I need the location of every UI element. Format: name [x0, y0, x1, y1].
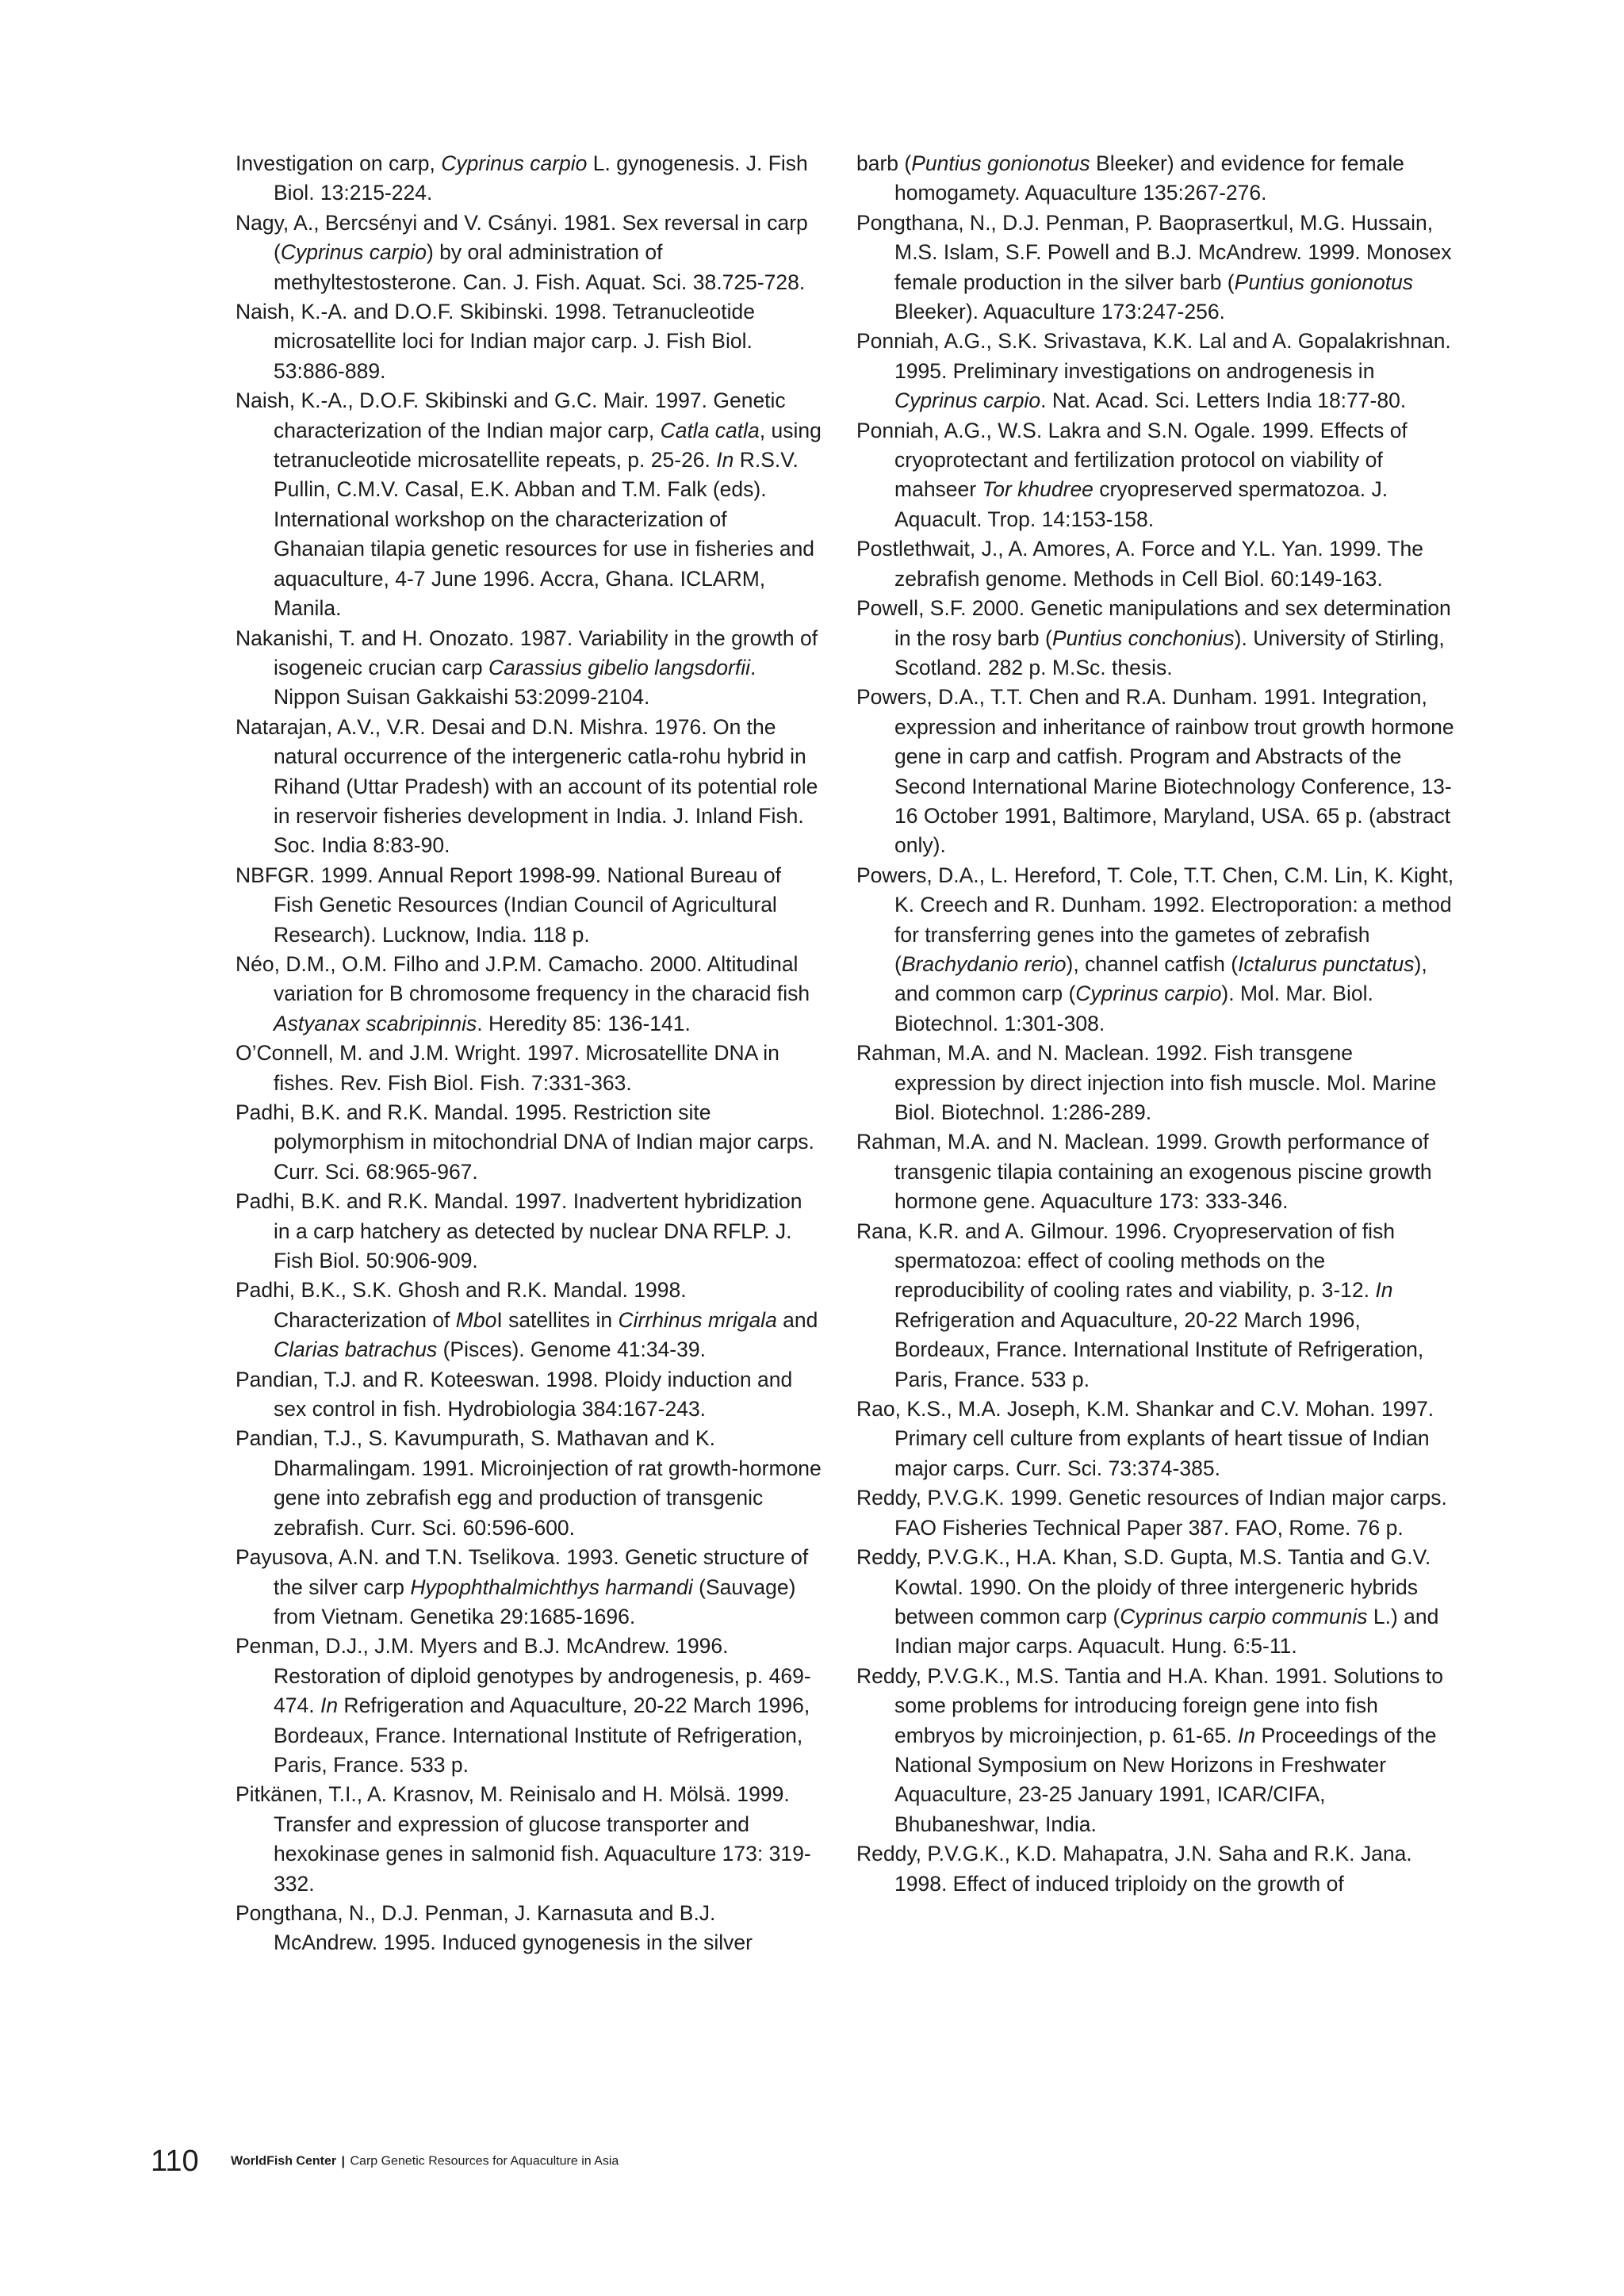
references-right-column — [856, 149, 1459, 1899]
reference-italic-text: Puntius gonionotus — [1234, 270, 1414, 294]
reference-text: Naish, K.-A., D.O.F. Skibinski and G.C. Mair. 1997. Genetic characterization of the Indian major carp, — [236, 388, 786, 442]
reference-text: Natarajan, A.V., V.R. Desai and D.N. Mishra. 1976. On the natural occurrence of the intergeneric catla-rohu hybrid in Rihand (Uttar Pradesh) with an account of its potential role in reservoir fisheries development in India. J. Inland Fish. Soc. India 8:83-90. — [236, 714, 818, 858]
reference-italic-text: Mbo — [455, 1307, 497, 1332]
reference-entry — [856, 416, 1459, 535]
reference-entry — [856, 1127, 1459, 1216]
publication-title: Carp Genetic Resources for Aquaculture in Asia — [350, 2154, 619, 2168]
reference-entry — [236, 1365, 822, 1425]
reference-entry — [856, 1217, 1459, 1395]
reference-text: Payusova, A.N. and T.N. Tselikova. 1993. Genetic structure of the silver carp — [236, 1545, 809, 1599]
reference-entry — [856, 1543, 1459, 1662]
reference-text: Padhi, B.K. and R.K. Mandal. 1995. Restriction site polymorphism in mitochondrial DNA of Indian major carps. Curr. Sci. 68:965-967. — [236, 1100, 814, 1184]
reference-italic-text: In — [1238, 1723, 1256, 1747]
reference-italic-text: In — [716, 448, 734, 473]
reference-entry — [236, 950, 822, 1039]
reference-text: Nagy, A., Bercsényi and V. Csányi. 1981. Sex reversal in carp ( — [236, 210, 808, 265]
reference-text: ) by oral administration of methyltestosterone. Can. J. Fish. Aquat. Sci. 38.725-728. — [274, 240, 806, 294]
reference-entry — [236, 1780, 822, 1899]
reference-text: Naish, K.-A. and D.O.F. Skibinski. 1998. Tetranucleotide microsatellite loci for Indian major carp. J. Fish Biol. 53:886-889. — [236, 300, 755, 383]
reference-text: Padhi, B.K., S.K. Ghosh and R.K. Mandal. 1998. Characterization of — [236, 1278, 687, 1332]
footer-separator: | — [341, 2154, 346, 2168]
reference-italic-text: Tor khudree — [982, 477, 1094, 502]
reference-entry — [856, 594, 1459, 683]
reference-text: Penman, D.J., J.M. Myers and B.J. McAndrew. 1996. Restoration of diploid genotypes by androgenesis, p. 469-474. — [236, 1634, 811, 1718]
reference-entry — [236, 386, 822, 623]
reference-italic-text: Puntius conchonius — [1051, 626, 1235, 650]
reference-text: Reddy, P.V.G.K., K.D. Mahapatra, J.N. Saha and R.K. Jana. 1998. Effect of induced triploidy on the growth of — [856, 1842, 1412, 1896]
reference-entry — [236, 1039, 822, 1098]
reference-italic-text: Cyprinus carpio communis — [1120, 1604, 1368, 1628]
reference-text: Pongthana, N., D.J. Penman, J. Karnasuta and B.J. McAndrew. 1995. Induced gynogenesis in the silver — [236, 1900, 753, 1955]
reference-entry — [856, 861, 1459, 1039]
reference-text: Proceedings of the National Symposium on New Horizons in Freshwater Aquaculture, 23-25 January 1991, ICAR/CIFA, Bhubaneshwar, India. — [894, 1723, 1437, 1836]
reference-italic-text: In — [1375, 1278, 1393, 1303]
reference-italic-text: Catla catla — [660, 418, 760, 442]
reference-entry — [856, 1395, 1459, 1483]
reference-entry — [236, 1187, 822, 1276]
reference-entry — [856, 534, 1459, 594]
reference-text: Powell, S.F. 2000. Genetic manipulations and sex determination in the rosy barb ( — [856, 596, 1451, 650]
reference-entry — [236, 1276, 822, 1364]
reference-italic-text: Astyanax scabripinnis — [274, 1011, 477, 1035]
reference-text: ), and common carp ( — [894, 951, 1427, 1006]
reference-text: Pandian, T.J. and R. Koteeswan. 1998. Ploidy induction and sex control in fish. Hydrobiologia 384:167-243. — [236, 1367, 793, 1422]
reference-text: and — [776, 1307, 818, 1332]
reference-entry — [236, 149, 822, 209]
reference-text: Rahman, M.A. and N. Maclean. 1992. Fish transgene expression by direct injection into fish muscle. Mol. Marine Biol. Biotechnol. 1:286-289. — [856, 1041, 1437, 1124]
reference-italic-text: Cyprinus carpio — [894, 388, 1041, 413]
reference-italic-text: Hypophthalmichthys harmandi — [410, 1575, 693, 1599]
reference-text: Rana, K.R. and A. Gilmour. 1996. Cryopreservation of fish spermatozoa: effect of cooling methods on the reproducibility of cooling rates and viability, p. 3-12. — [856, 1219, 1396, 1303]
page-number: 110 — [151, 2145, 199, 2178]
reference-text: Pitkänen, T.I., A. Krasnov, M. Reinisalo and H. Mölsä. 1999. Transfer and expression of glucose transporter and hexokinase genes in salmonid fish. Aquaculture 173: 319-332. — [236, 1782, 811, 1896]
reference-text: , using tetranucleotide microsatellite repeats, p. 25-26. — [274, 418, 822, 473]
reference-text: O’Connell, M. and J.M. Wright. 1997. Microsatellite DNA in fishes. Rev. Fish Biol. Fish. 7:331-363. — [236, 1041, 779, 1095]
reference-text: (Sauvage) from Vietnam. Genetika 29:1685-1696. — [274, 1575, 796, 1628]
reference-italic-text: Clarias batrachus — [274, 1337, 438, 1362]
reference-text: Bleeker) and evidence for female homogamety. Aquaculture 135:267-276. — [894, 151, 1404, 205]
reference-entry — [236, 1098, 822, 1187]
reference-entry — [236, 713, 822, 861]
reference-text: Padhi, B.K. and R.K. Mandal. 1997. Inadvertent hybridization in a carp hatchery as detected by nuclear DNA RFLP. J. Fish Biol. 50:906-909. — [236, 1189, 802, 1273]
reference-entry — [236, 1543, 822, 1632]
reference-italic-text: Puntius gonionotus — [911, 151, 1090, 175]
reference-text: . Nippon Suisan Gakkaishi 53:2099-2104. — [274, 655, 756, 710]
reference-entry — [236, 297, 822, 386]
reference-italic-text: Cyprinus carpio — [1075, 982, 1222, 1006]
reference-text: NBFGR. 1999. Annual Report 1998-99. National Bureau of Fish Genetic Resources (Indian Council of Agricultural Research). Lucknow, India. 118 p. — [236, 863, 781, 947]
reference-entry — [236, 1899, 822, 1958]
reference-entry — [236, 1424, 822, 1543]
reference-entry — [856, 1483, 1459, 1543]
reference-text: Pongthana, N., D.J. Penman, P. Baoprasertkul, M.G. Hussain, M.S. Islam, S.F. Powell and B.J. McAndrew. 1999. Monosex female production in the silver barb ( — [856, 210, 1452, 294]
reference-entry — [856, 683, 1459, 860]
reference-entry — [236, 1632, 822, 1780]
reference-text: Investigation on carp, — [236, 151, 442, 175]
reference-text: Rao, K.S., M.A. Joseph, K.M. Shankar and C.V. Mohan. 1997. Primary cell culture from explants of heart tissue of Indian major carps. Curr. Sci. 73:374-385. — [856, 1397, 1434, 1480]
reference-entry — [856, 327, 1459, 415]
reference-text: L. gynogenesis. J. Fish Biol. 13:215-224. — [274, 151, 808, 205]
reference-entry — [856, 1662, 1459, 1839]
reference-text: (Pisces). Genome 41:34-39. — [437, 1337, 706, 1362]
reference-entry — [856, 149, 1459, 209]
reference-text: barb ( — [856, 151, 912, 175]
reference-entry — [856, 1039, 1459, 1127]
reference-text: cryopreserved spermatozoa. J. Aquacult. Trop. 14:153-158. — [894, 477, 1388, 531]
reference-text: Bleeker). Aquaculture 173:247-256. — [894, 300, 1225, 324]
reference-text: . Heredity 85: 136-141. — [477, 1011, 691, 1035]
organization-name: WorldFish Center — [231, 2154, 337, 2168]
reference-text: Powers, D.A., T.T. Chen and R.A. Dunham. 1991. Integration, expression and inheritance of rainbow trout growth hormone gene in carp and catfish. Program and Abstracts of the Second International Marine Biotechnology Conference, 13-16 October 1991, Baltimore, Maryland, USA. 65 p. (abstract only). — [856, 685, 1454, 858]
reference-italic-text: Carassius gibelio langsdorfii — [488, 655, 750, 679]
reference-italic-text: Ictalurus punctatus — [1238, 951, 1415, 976]
references-left-column — [236, 149, 822, 1958]
reference-italic-text: Cyprinus carpio — [441, 151, 588, 175]
reference-text: Rahman, M.A. and N. Maclean. 1999. Growth performance of transgenic tilapia containing an exogenous piscine growth hormone gene. Aquaculture 173: 333-346. — [856, 1130, 1432, 1214]
page-footer — [151, 2145, 619, 2179]
reference-text: Nakanishi, T. and H. Onozato. 1987. Variability in the growth of isogeneic crucian carp — [236, 626, 818, 679]
reference-entry — [856, 1839, 1459, 1899]
reference-text: ). Mol. Mar. Biol. Biotechnol. 1:301-308. — [894, 982, 1373, 1035]
reference-entry — [236, 209, 822, 297]
reference-text: Refrigeration and Aquaculture, 20-22 March 1996, Bordeaux, France. International Institute of Refrigeration, Paris, France. 533 p. — [274, 1693, 810, 1777]
reference-text: L.) and Indian major carps. Aquacult. Hung. 6:5-11. — [894, 1604, 1439, 1659]
reference-text: R.S.V. Pullin, C.M.V. Casal, E.K. Abban and T.M. Falk (eds). International workshop on the characterization of Ghanaian tilapia genetic resources for use in fisheries and aquaculture, 4-7 June 1996. Accra, Ghana. ICLARM, Manila. — [274, 448, 815, 621]
reference-text: Néo, D.M., O.M. Filho and J.P.M. Camacho. 2000. Altitudinal variation for B chromosome frequency in the characid fish — [236, 951, 810, 1006]
reference-text: . Nat. Acad. Sci. Letters India 18:77-80. — [1040, 388, 1407, 413]
reference-text: Reddy, P.V.G.K., M.S. Tantia and H.A. Khan. 1991. Solutions to some problems for introducing foreign gene into fish embryos by microinjection, p. 61-65. — [856, 1663, 1444, 1747]
reference-italic-text: Cyprinus carpio — [280, 240, 427, 265]
reference-italic-text: Brachydanio rerio — [901, 951, 1067, 976]
reference-text: I satellites in — [496, 1307, 619, 1332]
reference-entry — [856, 209, 1459, 327]
reference-text: Ponniah, A.G., S.K. Srivastava, K.K. Lal and A. Gopalakrishnan. 1995. Preliminary investigations on androgenesis in — [856, 329, 1451, 383]
reference-italic-text: In — [320, 1693, 339, 1718]
reference-text: Postlethwait, J., A. Amores, A. Force and Y.L. Yan. 1999. The zebrafish genome. Methods in Cell Biol. 60:149-163. — [856, 537, 1423, 591]
reference-text: ), channel catfish ( — [1066, 951, 1239, 976]
reference-text: Powers, D.A., L. Hereford, T. Cole, T.T. Chen, C.M. Lin, K. Kight, K. Creech and R. Dunham. 1992. Electroporation: a method for transferring genes into the gametes of zebrafish ( — [856, 863, 1454, 976]
reference-entry — [236, 861, 822, 950]
reference-text: Reddy, P.V.G.K. 1999. Genetic resources of Indian major carps. FAO Fisheries Technical Paper 387. FAO, Rome. 76 p. — [856, 1486, 1447, 1540]
reference-text: Reddy, P.V.G.K., H.A. Khan, S.D. Gupta, M.S. Tantia and G.V. Kowtal. 1990. On the ploidy of three intergeneric hybrids between common carp ( — [856, 1545, 1431, 1628]
reference-text: Pandian, T.J., S. Kavumpurath, S. Mathavan and K. Dharmalingam. 1991. Microinjection of rat growth-hormone gene into zebrafish egg and production of transgenic zebrafish. Curr. Sci. 60:596-600. — [236, 1426, 822, 1540]
reference-italic-text: Cirrhinus mrigala — [618, 1307, 777, 1332]
reference-text: ). University of Stirling, Scotland. 282 p. M.Sc. thesis. — [894, 626, 1445, 679]
reference-entry — [236, 624, 822, 713]
reference-text: Refrigeration and Aquaculture, 20-22 March 1996, Bordeaux, France. International Institute of Refrigeration, Paris, France. 533 p. — [894, 1307, 1424, 1391]
reference-text: Ponniah, A.G., W.S. Lakra and S.N. Ogale. 1999. Effects of cryoprotectant and fertilization protocol on viability of mahseer — [856, 418, 1408, 502]
